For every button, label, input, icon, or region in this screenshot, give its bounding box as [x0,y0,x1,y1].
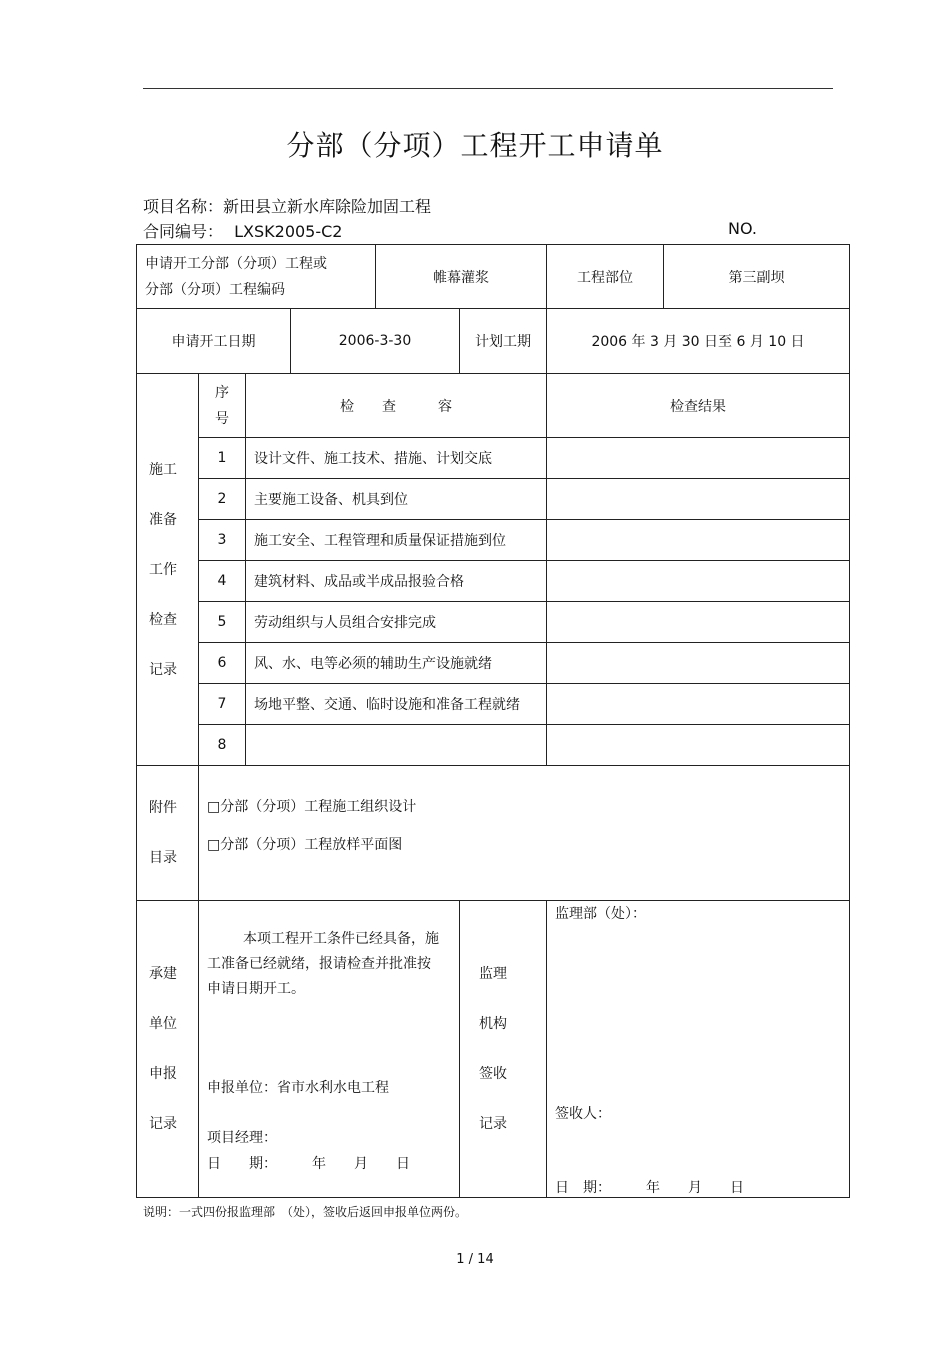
period-label: 计划工期 [460,309,547,374]
attachment-item: □分部（分项）工程放样平面图 [207,837,403,853]
row-content [246,725,547,766]
row-result [547,643,850,684]
work-item-value: 帷幕灌浆 [376,245,547,309]
project-line [143,194,431,217]
supervisor-cell [547,901,850,1198]
contract-line [143,219,342,242]
seq-header: 序 号 [199,374,246,438]
row-no: 8 [199,725,246,766]
page-title: 分部（分项）工程开工申请单 [286,129,664,162]
table-row [137,561,850,602]
start-date-label: 申请开工日期 [137,309,291,374]
contract-no: LXSK2005-C2 [234,222,343,241]
row-content: 主要施工设备、机具到位 [246,479,547,520]
row-content: 风、水、电等必须的辅助生产设施就绪 [246,643,547,684]
row-content: 场地平整、交通、临时设施和准备工程就绪 [246,684,547,725]
work-item-row [137,245,850,309]
table-row [137,438,850,479]
row-result [547,561,850,602]
row-no: 2 [199,479,246,520]
contractor-side-label: 承建 单位 申报 记录 [137,901,199,1198]
row-result [547,684,850,725]
top-rule [143,88,833,89]
table-row [137,520,850,561]
contractor-unit: 申报单位：省市水利水电工程 [207,1080,389,1096]
contractor-statement-cell [199,901,460,1198]
project-label: 项目名称： [143,197,224,216]
table-row [137,479,850,520]
application-form [136,244,850,1198]
project-name: 新田县立新水库除险加固工程 [223,197,432,216]
row-result [547,725,850,766]
row-result [547,438,850,479]
start-date-value: 2006-3-30 [291,309,460,374]
contractor-date: 日 期： 年 月 日 [207,1156,410,1172]
period-value: 2006 年 3 月 30 日至 6 月 10 日 [547,309,850,374]
footer-note: 说明：一式四份报监理部 （处），签收后返回申报单位两份。 [143,1205,468,1219]
check-header-row [137,374,850,438]
no-label: NO. [728,219,757,238]
content-header: 检 查 容 [246,374,547,438]
date-row [137,309,850,374]
page-number: 1 / 14 [456,1252,494,1267]
row-no: 3 [199,520,246,561]
row-no: 4 [199,561,246,602]
record-row [137,901,850,1198]
supervisor-dept: 监理部（处）： [555,906,646,922]
table-row [137,684,850,725]
row-result [547,520,850,561]
table-row [137,602,850,643]
location-label: 工程部位 [547,245,664,309]
attachment-side-label: 附件 目录 [137,766,199,901]
row-result [547,602,850,643]
work-item-label: 申请开工分部（分项）工程或 分部（分项）工程编码 [137,245,376,309]
table-row [137,725,850,766]
project-manager: 项目经理： [207,1130,277,1146]
row-no: 7 [199,684,246,725]
table-row [137,643,850,684]
check-side-label: 施工 准备 工作 检查 记录 [137,374,199,766]
supervisor-side-label: 监理 机构 签收 记录 [460,901,547,1198]
row-result [547,479,850,520]
attachment-list [199,766,850,901]
contractor-statement: 本项工程开工条件已经具备，施 工准备已经就绪，报请检查并批准按 申请日期开工。 [207,931,439,997]
result-header: 检查结果 [547,374,850,438]
supervisor-date: 日 期： 年 月 日 [555,1180,744,1196]
location-value: 第三副坝 [664,245,850,309]
row-content: 设计文件、施工技术、措施、计划交底 [246,438,547,479]
row-content: 建筑材料、成品或半成品报验合格 [246,561,547,602]
attachment-item: □分部（分项）工程施工组织设计 [207,799,417,815]
contract-label: 合同编号： [143,222,224,241]
row-content: 劳动组织与人员组合安排完成 [246,602,547,643]
row-content: 施工安全、工程管理和质量保证措施到位 [246,520,547,561]
row-no: 1 [199,438,246,479]
attachment-row [137,766,850,901]
row-no: 6 [199,643,246,684]
row-no: 5 [199,602,246,643]
signer: 签收人： [555,1106,611,1122]
